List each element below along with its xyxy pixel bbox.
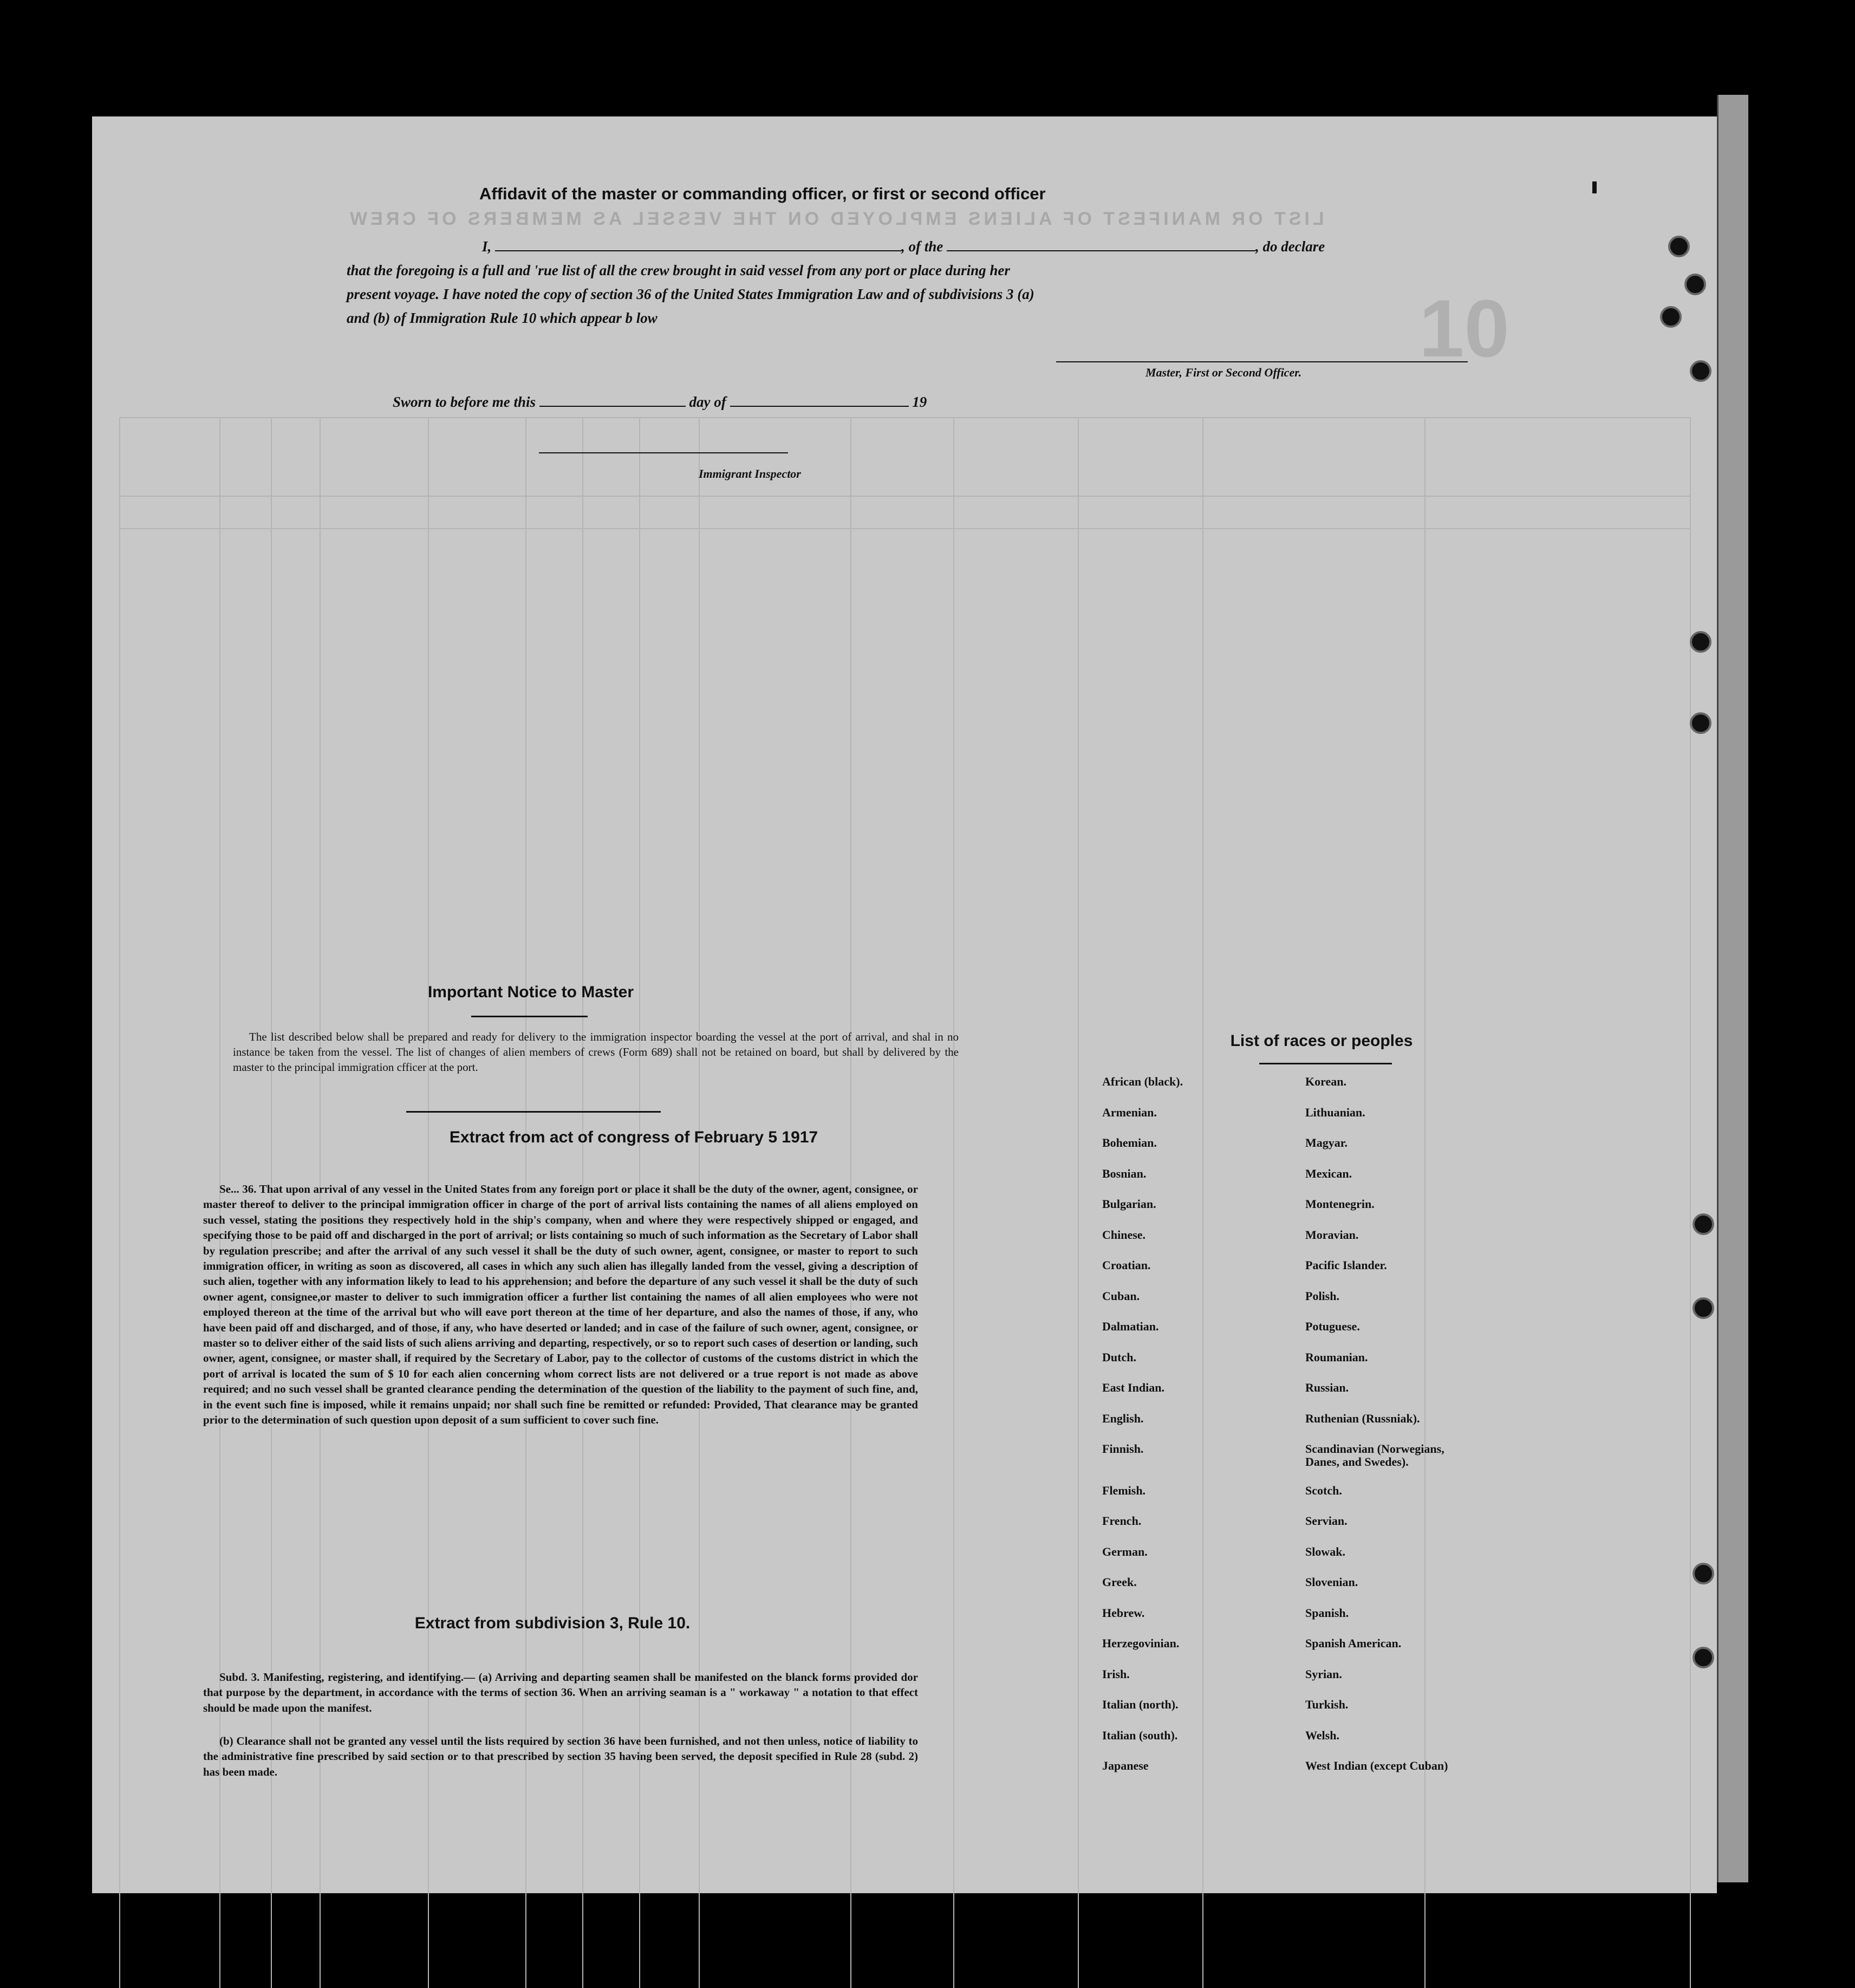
- race-item: Japanese: [1102, 1759, 1149, 1772]
- bg-grid: [1202, 417, 1203, 1988]
- race-item: Scandinavian (Norwegians, Danes, and Swedes).: [1305, 1442, 1444, 1469]
- document-page: [92, 116, 1717, 1893]
- show-through-number: 10: [1419, 283, 1509, 374]
- race-item: Roumanian.: [1305, 1350, 1368, 1364]
- sworn-month-blank[interactable]: [730, 394, 909, 407]
- race-item: Flemish.: [1102, 1483, 1146, 1497]
- race-item: Bohemian.: [1102, 1136, 1157, 1149]
- races-rule: [1259, 1063, 1392, 1064]
- master-signature-line[interactable]: [1056, 361, 1468, 362]
- race-item: Polish.: [1305, 1289, 1339, 1303]
- bg-grid: [119, 528, 1690, 529]
- punch-hole: [1668, 236, 1690, 257]
- race-item: German.: [1102, 1544, 1148, 1558]
- race-item: Mexican.: [1305, 1166, 1352, 1180]
- race-item: Greek.: [1102, 1575, 1137, 1589]
- race-item: Chinese.: [1102, 1227, 1146, 1242]
- bg-grid: [119, 417, 120, 1988]
- affidavit-text: [347, 235, 1408, 330]
- affidavit-line-2: that the foregoing is a full and 'rue list of all the crew brought in said vessel from any port or place during her: [347, 262, 1010, 278]
- race-item: Armenian.: [1102, 1105, 1157, 1119]
- punch-hole: [1693, 1647, 1714, 1668]
- vessel-blank[interactable]: [947, 238, 1255, 251]
- extract1-rule: [406, 1111, 661, 1113]
- extract1-title: Extract from act of congress of February 5 1917: [449, 1128, 818, 1146]
- bg-grid: [119, 417, 1690, 418]
- race-item: Russian.: [1305, 1381, 1349, 1394]
- punch-hole: [1690, 712, 1711, 734]
- ink-mark: [1592, 181, 1597, 193]
- race-item: Italian (north).: [1102, 1698, 1179, 1711]
- name-blank[interactable]: [495, 238, 901, 251]
- race-item: African (black).: [1102, 1075, 1183, 1088]
- races-title: List of races or peoples: [1230, 1032, 1413, 1050]
- race-item: Montenegrin.: [1305, 1197, 1375, 1211]
- punch-hole: [1684, 274, 1706, 295]
- bg-grid: [953, 417, 954, 1988]
- race-item: Magyar.: [1305, 1136, 1348, 1149]
- race-item: Slovenian.: [1305, 1575, 1358, 1589]
- sworn-year: 19: [912, 394, 927, 410]
- race-item: Welsh.: [1305, 1728, 1339, 1742]
- punch-hole: [1660, 306, 1682, 328]
- affidavit-i: I,: [482, 238, 492, 255]
- race-item: Dalmatian.: [1102, 1320, 1159, 1333]
- sworn-day-blank[interactable]: [539, 394, 686, 407]
- affidavit-of-the: , of the: [901, 238, 943, 255]
- show-through-header: LIST OR MANIFEST OF ALIENS EMPLOYED ON THE VESSEL AS MEMBERS OF CREW: [347, 209, 1324, 229]
- extract2-title: Extract from subdivision 3, Rule 10.: [414, 1614, 691, 1632]
- race-item: Scotch.: [1305, 1483, 1342, 1497]
- race-item: Moravian.: [1305, 1227, 1359, 1242]
- punch-hole: [1690, 360, 1711, 382]
- race-item: Bulgarian.: [1102, 1197, 1156, 1211]
- punch-hole: [1693, 1297, 1714, 1319]
- race-item: East Indian.: [1102, 1381, 1164, 1394]
- sworn-label: Sworn to before me this day of 19: [393, 394, 927, 410]
- race-item: Finnish.: [1102, 1442, 1144, 1456]
- affidavit-declare: , do declare: [1255, 238, 1325, 255]
- race-item: Ruthenian (Russniak).: [1305, 1411, 1420, 1425]
- punch-hole: [1693, 1213, 1714, 1235]
- extract2-para-b: (b) Clearance shall not be granted any vessel until the lists required by section 36 have been furnished, and not then unless, notice of liability to the administrative fine prescribed by said section or to that prescribed by section 35 having been served, the deposit specified in Rule 28 (subd. 2) has been made.: [203, 1734, 918, 1778]
- race-item: Servian.: [1305, 1514, 1348, 1528]
- race-item: Bosnian.: [1102, 1166, 1147, 1180]
- punch-hole: [1693, 1563, 1714, 1584]
- affidavit-title: Affidavit of the master or commanding officer, or first or second officer: [479, 184, 1046, 203]
- inspector-signature-line[interactable]: [539, 452, 788, 453]
- race-item: Hebrew.: [1102, 1606, 1145, 1620]
- bg-grid: [119, 496, 1690, 497]
- race-item: English.: [1102, 1411, 1144, 1425]
- race-item: Italian (south).: [1102, 1728, 1178, 1742]
- inspector-signature-label: Immigrant Inspector: [699, 467, 801, 480]
- race-item: Korean.: [1305, 1075, 1346, 1088]
- extract2-para-a: Subd. 3. Manifesting, registering, and identifying.— (a) Arriving and departing seamen shall be manifested on the blanck forms provided dor that purpose by the department, in accordance with the terms of section 36. When an arriving seaman is a " workaway " a notation to that effect should be made upon the manifest.: [203, 1671, 918, 1714]
- extract1-body: Se... 36. That upon arrival of any vessel in the United States from any foreign port or place it shall be the duty of the owner, agent, consignee, or master thereof to deliver to the principal immigration officer in charge of the port of arrival lists containing the names of all aliens employed on such vessel, stating the positions they respectively hold in the ship's company, when and where they were respectively shipped or engaged, and specifying those to be paid off and discharged in the port of arrival; or lists containing so much of such information as the Secretary of Labor shall by regulation prescribe; and after the arrival of any such vessel it shall be the duty of such owner, agent, consignee, or master to report to such immigration officer, in writing as soon as discovered, all cases in which any such alien has illegally landed from the vessel, giving a description of such alien, together with any information likely to lead to his apprehension; and before the departure of any such vessel it shall be the duty of such owner agent, consignee,or master to deliver to such immigration officer a further list containing the names of all alien employees who were not employed thereon at the time of the arrival but who will eave port thereon at the time of her departure, and also the names of those, if any, who have been paid off and discharged, and of those, if any, who have deserted or landed; and in case of the failure of such owner, agent, consignee, or master so to deliver either of the said lists of such aliens arriving and departing, respectively, or so to report such cases of desertion or landing, such owner, agent, consignee, or master shall, if required by the Secretary of Labor, pay to the collector of customs of the customs district in which the port of arrival is located the sum of $ 10 for each alien concerning whom correct lists are not delivered or a true report is not made as above required; and no such vessel shall be granted clearance pending the determination of the question of the liability to the payment of such fine, and, in the event such fine is imposed, while it remains unpaid; nor shall such fine be remitted or refunded: Provided, That clearance may be granted prior to the determination of such question upon deposit of a sum sufficient to cover such fine.: [203, 1183, 918, 1427]
- race-item: Herzegovinian.: [1102, 1636, 1180, 1650]
- race-item: Syrian.: [1305, 1667, 1342, 1681]
- race-item: Potuguese.: [1305, 1320, 1360, 1333]
- notice-body: The list described below shall be prepared and ready for delivery to the immigration inspector boarding the vessel at the port of arrival, and shal in no instance be taken from the vessel. The list of changes of alien members of crews (Form 689) shall not be retained on board, but shall by delivered by the master to the principal immigration cfficer at the port.: [233, 1030, 959, 1074]
- page-edge: [1717, 95, 1748, 1882]
- notice-rule: [471, 1016, 588, 1017]
- affidavit-line-3: present voyage. I have noted the copy of section 36 of the United States Immigration Law and of subdivisions 3 (a): [347, 286, 1034, 302]
- bg-grid: [1078, 417, 1079, 1988]
- race-item: Slowak.: [1305, 1544, 1345, 1558]
- race-item: Lithuanian.: [1305, 1105, 1365, 1119]
- master-signature-label: Master, First or Second Officer.: [1145, 366, 1302, 379]
- race-item: Turkish.: [1305, 1698, 1349, 1711]
- affidavit-line-1: [482, 235, 1408, 258]
- race-item: Cuban.: [1102, 1289, 1140, 1303]
- race-item: Spanish.: [1305, 1606, 1349, 1620]
- bg-grid: [1690, 417, 1691, 1988]
- race-item: West Indian (except Cuban): [1305, 1759, 1448, 1772]
- affidavit-line-4: and (b) of Immigration Rule 10 which appear b low: [347, 310, 658, 326]
- bg-grid: [1424, 417, 1426, 1988]
- race-item: Spanish American.: [1305, 1636, 1402, 1650]
- notice-title: Important Notice to Master: [427, 983, 634, 1001]
- race-item: French.: [1102, 1514, 1142, 1528]
- race-item: Irish.: [1102, 1667, 1130, 1681]
- race-item: Pacific Islander.: [1305, 1258, 1387, 1272]
- punch-hole: [1690, 631, 1711, 653]
- race-item: Dutch.: [1102, 1350, 1136, 1364]
- race-item: Croatian.: [1102, 1258, 1151, 1272]
